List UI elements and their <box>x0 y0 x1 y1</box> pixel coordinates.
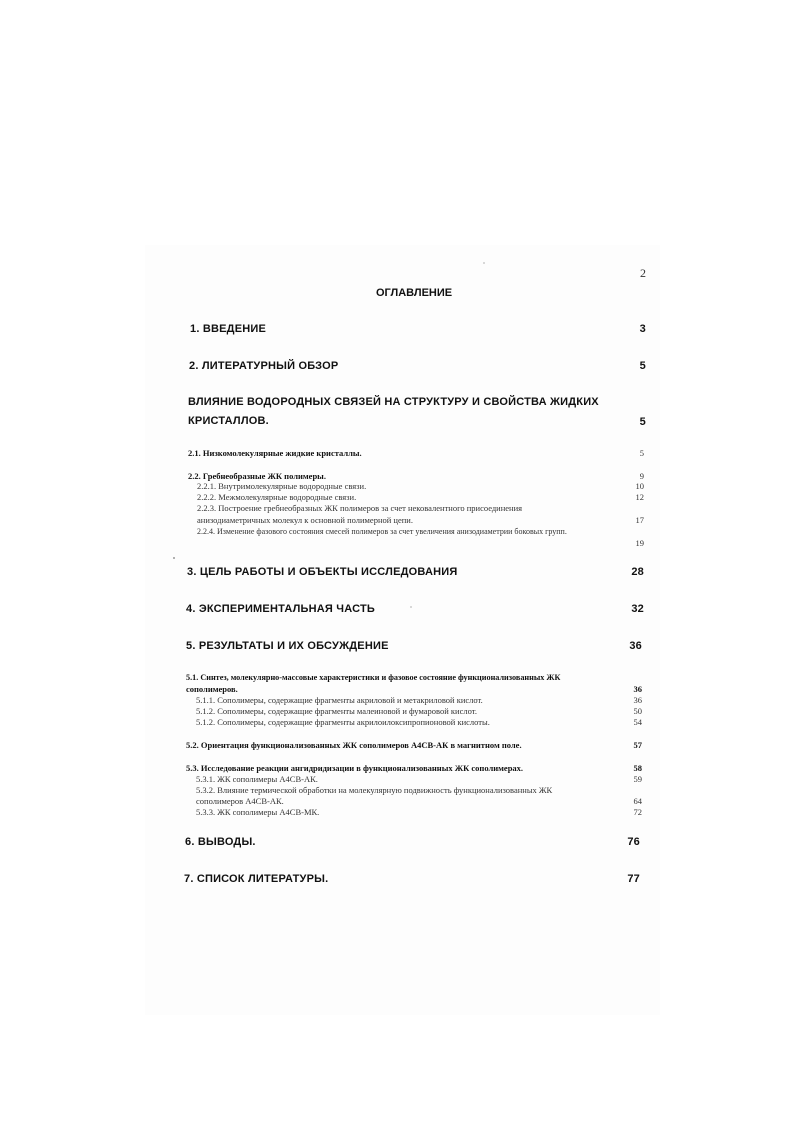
toc-entry-2-2-4-page: 19 <box>635 538 644 548</box>
toc-entry-2-2-3-line1: 2.2.3. Построение гребнеобразных ЖК полимеров за счет нековалентного присоединения <box>197 503 523 513</box>
toc-entry-intro-label: 1. ВВЕДЕНИЕ <box>190 323 267 335</box>
toc-entry-5-1-1-page: 36 <box>633 695 642 705</box>
toc-entry-review-label: 2. ЛИТЕРАТУРНЫЙ ОБЗОР <box>189 360 339 372</box>
toc-entry-references-page: 77 <box>627 873 640 885</box>
toc-entry-2-1-page: 5 <box>639 448 644 458</box>
toc-entry-5-3-2-line2: сополимеров А4СВ-АК. <box>196 796 284 806</box>
toc-entry-experimental-page: 32 <box>631 603 644 615</box>
toc-entry-5-3-2-page: 64 <box>633 796 642 806</box>
toc-entry-2-2-4-label: 2.2.4. Изменение фазового состояния смесей полимеров за счет увеличения анизодиаметрии боковых групп. <box>197 527 567 536</box>
toc-entry-5-3-3-page: 72 <box>633 807 642 817</box>
toc-entry-intro-page: 3 <box>639 323 646 335</box>
toc-entry-references-label: 7. СПИСОК ЛИТЕРАТУРЫ. <box>184 873 329 885</box>
toc-entry-5-2-page: 57 <box>633 740 642 750</box>
toc-entry-conclusions-page: 76 <box>627 836 640 848</box>
toc-entry-5-3-1-label: 5.3.1. ЖК сополимеры А4СВ-АК. <box>196 774 318 784</box>
toc-entry-experimental-label: 4. ЭКСПЕРИМЕНТАЛЬНАЯ ЧАСТЬ <box>186 603 375 615</box>
toc-entry-5-3-label: 5.3. Исследование реакции ангидридизации в функционализованных ЖК сополимерах. <box>186 763 524 773</box>
toc-entry-goal-label: 3. ЦЕЛЬ РАБОТЫ И ОБЪЕКТЫ ИССЛЕДОВАНИЯ <box>187 566 458 578</box>
page-number: 2 <box>640 266 646 280</box>
toc-entry-5-1-1-label: 5.1.1. Сополимеры, содержащие фрагменты акриловой и метакриловой кислот. <box>196 695 483 705</box>
toc-entry-goal-page: 28 <box>631 566 644 578</box>
scan-speck <box>410 606 412 608</box>
toc-entry-2-1-label: 2.1. Низкомолекулярные жидкие кристаллы. <box>188 448 362 458</box>
toc-entry-2-2-3-line2: анизодиаметричных молекул к основной полимерной цепи. <box>197 515 413 525</box>
toc-entry-2-2-3-page: 17 <box>635 515 644 525</box>
toc-entry-5-1-page: 36 <box>633 684 642 694</box>
toc-entry-2-2-label: 2.2. Гребнеобразные ЖК полимеры. <box>188 471 326 481</box>
toc-entry-5-1-2b-page: 54 <box>633 717 642 727</box>
toc-entry-results-label: 5. РЕЗУЛЬТАТЫ И ИХ ОБСУЖДЕНИЕ <box>186 640 389 652</box>
toc-entry-review-page: 5 <box>639 360 646 372</box>
toc-entry-5-3-2-line1: 5.3.2. Влияние термической обработки на молекулярную подвижность функционализованных ЖК <box>196 785 553 795</box>
toc-entry-2-2-2-page: 12 <box>635 492 644 502</box>
toc-entry-5-1-2a-page: 50 <box>633 706 642 716</box>
toc-entry-results-page: 36 <box>629 640 642 652</box>
toc-entry-influence-line1: ВЛИЯНИЕ ВОДОРОДНЫХ СВЯЗЕЙ НА СТРУКТУРУ И СВОЙСТВА ЖИДКИХ <box>188 396 599 408</box>
toc-entry-5-2-label: 5.2. Ориентация функционализованных ЖК сополимеров А4СВ-АК в магнитном поле. <box>186 740 522 750</box>
toc-entry-2-2-1-page: 10 <box>635 481 644 491</box>
toc-entry-5-1-line2: сополимеров. <box>186 684 238 694</box>
toc-entry-2-2-page: 9 <box>639 471 644 481</box>
toc-entry-conclusions-label: 6. ВЫВОДЫ. <box>185 836 256 848</box>
toc-entry-5-1-line1: 5.1. Синтез, молекулярно-массовые характеристики и фазовое состояние функционализованных ЖК <box>186 673 561 682</box>
toc-entry-5-3-3-label: 5.3.3. ЖК сополимеры А4СВ-МК. <box>196 807 320 817</box>
scan-speck <box>483 262 485 264</box>
toc-entry-2-2-1-label: 2.2.1. Внутримолекулярные водородные связи. <box>197 481 367 491</box>
toc-entry-2-2-2-label: 2.2.2. Межмолекулярные водородные связи. <box>197 492 357 502</box>
toc-entry-5-3-1-page: 59 <box>633 774 642 784</box>
toc-title: ОГЛАВЛЕНИЕ <box>376 287 453 299</box>
toc-entry-5-1-2a-label: 5.1.2. Сополимеры, содержащие фрагменты малеиновой и фумаровой кислот. <box>196 706 477 716</box>
toc-entry-influence-line2: КРИСТАЛЛОВ. <box>188 415 269 427</box>
toc-entry-5-1-2b-label: 5.1.2. Сополимеры, содержащие фрагменты акрилоилоксипропионовой кислоты. <box>196 717 490 727</box>
toc-entry-5-3-page: 58 <box>633 763 642 773</box>
scan-speck <box>173 557 175 559</box>
toc-entry-influence-page: 5 <box>639 416 646 428</box>
